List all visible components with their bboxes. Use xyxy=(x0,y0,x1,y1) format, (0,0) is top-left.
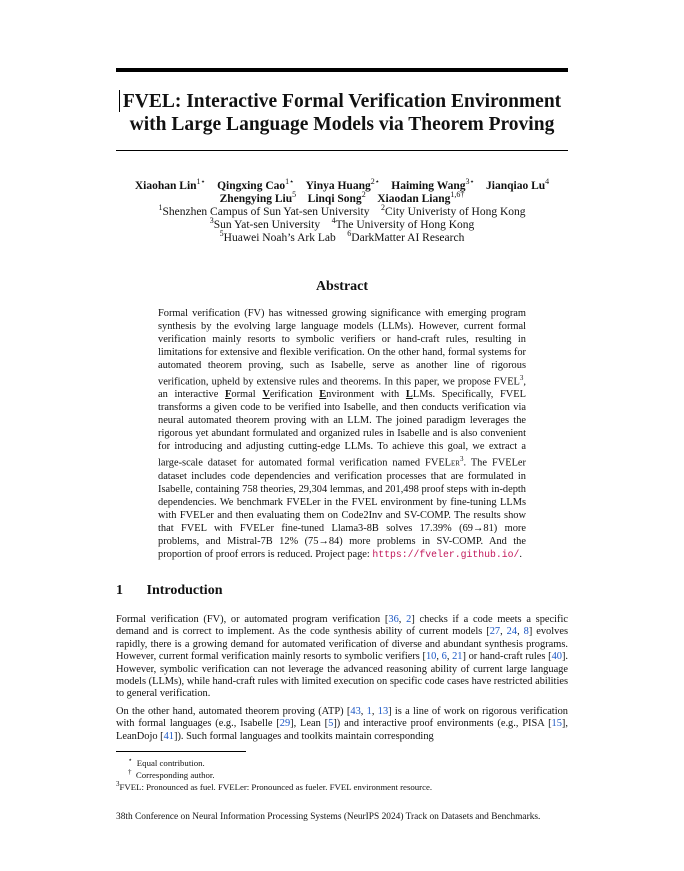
authors-line-2 xyxy=(100,190,584,206)
body-text: ]. However, symbolic verification can not leverage the advanced reasoning ability of current large language models (LLMs), while hand-craft rules with limited execution on specific code cases have restricted abilities to general verification. xyxy=(116,651,569,700)
abstract-text: ormal xyxy=(231,389,263,401)
affiliation: Shenzhen Campus of Sun Yat-sen University xyxy=(162,206,370,218)
body-text: ] or hand-craft rules [ xyxy=(462,651,552,663)
affiliation: The University of Hong Kong xyxy=(335,219,475,231)
author-name: Xiaodan Liang xyxy=(377,193,451,205)
abstract-text: V xyxy=(262,389,270,401)
author-sup: 1,6† xyxy=(450,190,465,200)
paper-title xyxy=(116,90,568,136)
citation-link[interactable]: 40 xyxy=(551,651,562,663)
affiliations-line-1 xyxy=(100,203,584,219)
body-text: ] checks if a code meets a specific demand and is correct to implement. As the code synthesis ability of current models [ xyxy=(116,614,568,638)
footnote-ref: 3 xyxy=(519,374,524,382)
section-title: Introduction xyxy=(146,583,223,598)
title-top-rule xyxy=(116,68,568,72)
affiliation-sup: 6 xyxy=(347,229,352,239)
abstract-text: E xyxy=(319,389,327,401)
author-sup: 1⋆ xyxy=(196,177,206,187)
abstract-text: . Specifically, FVEL transforms a given code to be verified into Isabelle, and then conducts verification via neural automated theorem proving with an LLM. The joined paradigm leverages the rigorous yet abundant formulated and organized rules in Isabelle and is also convenient for introducing and adjusting cutting-edge LLMs. To achieve this goal, we extract a large-scale dataset for automated formal verification named xyxy=(158,389,526,469)
body-text: ]) and interactive proof environments (e.g., PISA [ xyxy=(333,718,552,730)
footnote-rule xyxy=(116,751,246,752)
conference-footer: 38th Conference on Neural Information Processing Systems (NeurIPS 2024) Track on Datasets and Benchmarks. xyxy=(116,812,541,822)
affiliation-sup: 4 xyxy=(331,216,336,226)
author-sup: 3⋆ xyxy=(465,177,475,187)
citation-link[interactable]: 36 xyxy=(388,614,399,625)
affiliation-sup: 5 xyxy=(219,229,224,239)
author-name: Xiaohan Lin xyxy=(134,180,197,192)
citation-link[interactable]: 24 xyxy=(506,626,518,638)
footnote-mark: † xyxy=(128,768,132,776)
section-number: 1 xyxy=(116,583,123,598)
author-sup: 2 xyxy=(361,190,366,200)
citation-link[interactable]: 6 xyxy=(441,651,447,663)
abstract-text: erification xyxy=(269,389,320,401)
author-sup: 5 xyxy=(292,190,297,200)
citation-link[interactable]: 29 xyxy=(279,718,291,730)
citation-link[interactable]: 5 xyxy=(328,718,334,730)
body-text: ]). Such formal languages and toolkits maintain corresponding xyxy=(174,730,434,742)
intro-paragraph-1: Formal verification (FV), or automated program verification [36, 2] checks if a code meets a specific demand and is correct to implement. As the code synthesis ability of current models [27, 24, 8] evolves rapidly, there is a growing demand for automated verification of diverse and abundant synthesis programs. However, current formal verification mainly resorts to symbolic verifiers [10, 6, 21] or hand-craft rules [40]. However, symbolic verification can not leverage the advanced reasoning ability of current large language models (LLMs), while hand-craft rules with limited execution on specific code cases have restricted abilities to general verification. xyxy=(116,614,569,700)
footnote-mark: ⋆ xyxy=(128,756,133,764)
footnote-3 xyxy=(116,779,432,793)
citation-link[interactable]: 21 xyxy=(452,651,463,663)
citation-link[interactable]: 1 xyxy=(366,706,372,717)
author-sup: 4 xyxy=(545,177,550,187)
body-text: ], LeanDojo [ xyxy=(116,718,568,742)
dataset-name: FVELer xyxy=(425,457,460,469)
project-page-link[interactable]: https://fveler.github.io/ xyxy=(372,548,520,560)
author-name: Qingxing Cao xyxy=(217,180,286,192)
title-line-2: with Large Language Models via Theorem Proving xyxy=(129,114,555,135)
abstract-heading: Abstract xyxy=(315,279,369,294)
citation-link[interactable]: 27 xyxy=(489,626,501,638)
affiliation: City Univeristy of Hong Kong xyxy=(384,206,526,218)
footnote-text: FVEL: Pronounced as fuel. FVELer: Pronounced as fueler. FVEL environment resource. xyxy=(119,781,433,792)
citation-link[interactable]: 41 xyxy=(163,730,174,742)
footnote-text: Corresponding author. xyxy=(135,769,215,780)
body-text: ], Lean [ xyxy=(290,718,329,730)
citation-link[interactable]: 2 xyxy=(406,614,412,625)
affiliation-sup: 2 xyxy=(380,203,385,213)
citation-link[interactable]: 15 xyxy=(551,718,562,730)
author-name: Linqi Song xyxy=(307,193,362,205)
footnote-text: Equal contribution. xyxy=(136,757,205,768)
body-text: Formal verification (FV), or automated program verification [ xyxy=(116,614,389,625)
author-name: Jianqiao Lu xyxy=(486,180,546,192)
authors-line-1 xyxy=(100,177,584,193)
body-text: ] is a line of work on rigorous verification with formal languages (e.g., Isabelle [ xyxy=(116,706,568,730)
footnote-ref: 3 xyxy=(459,455,464,464)
intro-paragraph-2: On the other hand, automated theorem proving (ATP) [43, 1, 13] is a line of work on rigorous verification with formal languages (e.g., Isabelle [29], Lean [5]) and interactive proof environments (e.g., PISA [15], LeanDojo [41]). Such formal languages and toolkits maintain corresponding xyxy=(116,706,568,742)
abstract-text: F xyxy=(225,389,232,401)
abstract-text: L xyxy=(405,389,413,401)
abstract-text: . xyxy=(519,548,522,560)
author-sup: 1⋆ xyxy=(285,177,295,187)
author-block xyxy=(100,177,584,245)
affiliation-sup: 1 xyxy=(158,203,163,213)
citation-link[interactable]: 8 xyxy=(523,626,529,638)
author-name: Haiming Wang xyxy=(391,180,466,192)
citation-link[interactable]: 10 xyxy=(425,651,437,663)
title-line-1: FVEL: Interactive Formal Verification Environment xyxy=(122,91,562,112)
footnote-mark: 3 xyxy=(116,780,120,788)
abstract-text: Formal verification (FV) has witnessed growing significance with emerging program synthesis by the evolving large language models (LLMs). However, current formal verification mainly resorts to symbolic verifiers or hand-craft rules, resulting in limitations for extensive and flexible verification. On the other hand, formal systems for automated theorem proving, such as Isabelle, serve as another line of rigorous verification, upheld by extensive rules and theorems. In this paper, we propose FVEL xyxy=(158,308,526,388)
affiliation: Huawei Noah’s Ark Lab xyxy=(223,232,336,244)
author-name: Zhengying Liu xyxy=(219,193,293,205)
affiliation: DarkMatter AI Research xyxy=(351,232,465,244)
abstract-text: , an interactive xyxy=(158,376,526,401)
affiliation: Sun Yat-sen University xyxy=(213,219,321,231)
section-heading xyxy=(116,583,222,599)
citation-link[interactable]: 43 xyxy=(350,706,361,717)
affiliations-line-3 xyxy=(100,229,584,245)
affiliations-line-2 xyxy=(100,216,584,232)
abstract-text: nvironment with xyxy=(326,389,406,401)
body-text: On the other hand, automated theorem proving (ATP) [ xyxy=(116,706,351,717)
affiliation-sup: 3 xyxy=(209,216,214,226)
body-text: ] evolves rapidly, there is a growing demand for automated verification of diverse and abundant synthesis programs. However, current formal verification mainly resorts to symbolic verifiers [ xyxy=(116,626,568,663)
title-bottom-rule xyxy=(116,150,568,151)
citation-link[interactable]: 13 xyxy=(377,706,389,717)
abstract-text: . The FVELer dataset includes code dependencies and verification processes that are formulated in Isabelle, containing 758 theories, 29,304 lemmas, and 201,498 proof steps with in-depth dependencies. We benchmark FVELer in the FVEL environment by fine-tuning LLMs with FVELer and then evaluating them on Code2Inv and SV-COMP. The results show that FVEL with FVELer fine-tuned Llama3-8B solves 17.39% (69→81) more problems, and Mistral-7B 12% (75→84) more problems in SV-COMP. And the proportion of proof errors is reduced. Project page: xyxy=(158,457,526,560)
abstract-text: LMs xyxy=(412,389,433,401)
author-sup: 2⋆ xyxy=(370,177,380,187)
abstract-body xyxy=(158,307,526,561)
author-name: Yinya Huang xyxy=(305,180,371,192)
